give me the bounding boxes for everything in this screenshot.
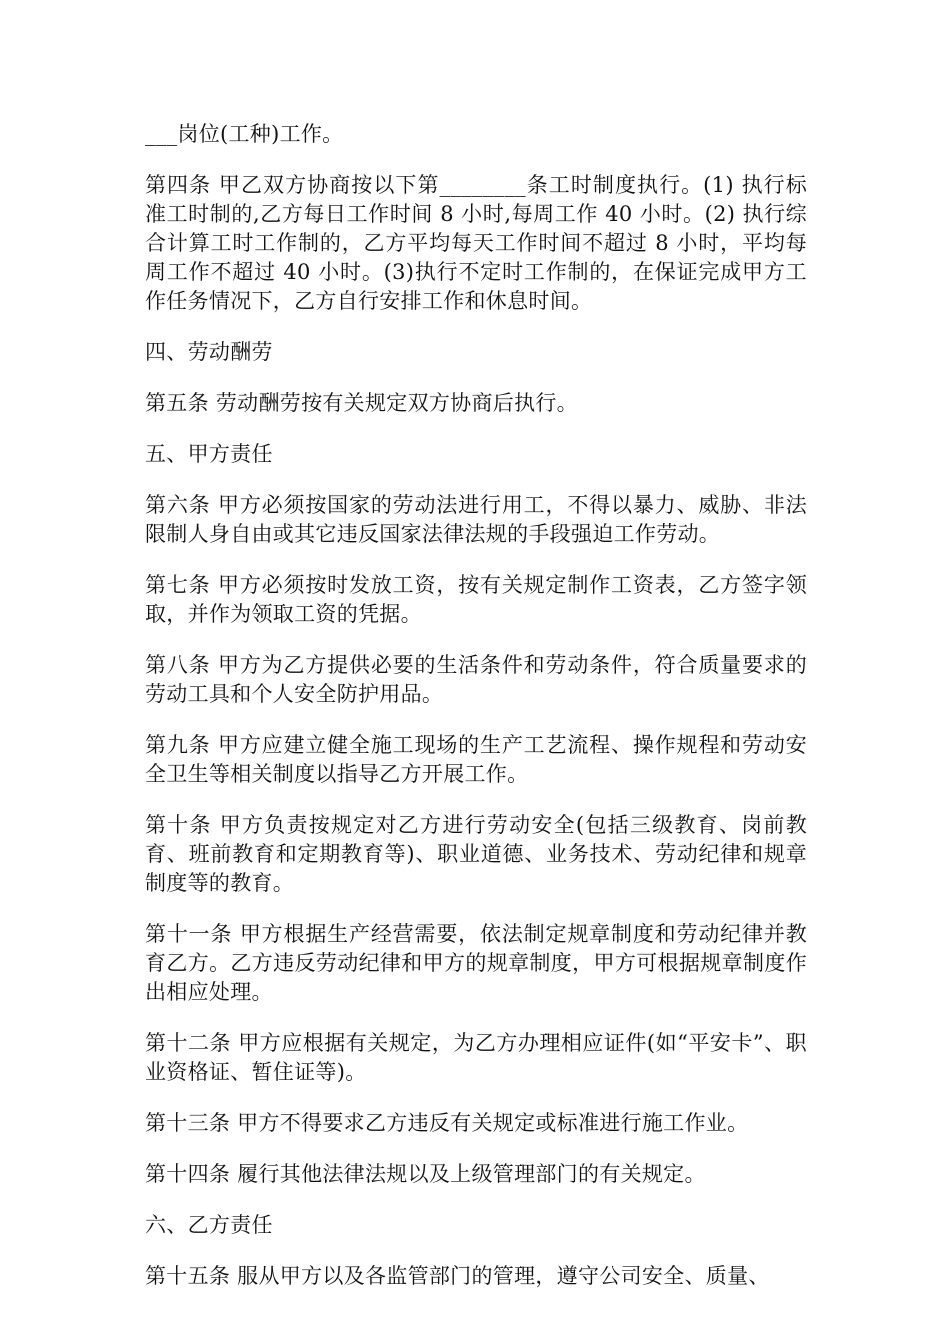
paragraph-article-5: 第五条 劳动酬劳按有关规定双方协商后执行。 [145, 391, 578, 415]
paragraph-article-12: 第十二条 甲方应根据有关规定，为乙方办理相应证件(如“平安卡”、职业资格证、暂住证等)。 [145, 1031, 807, 1084]
document-body [145, 120, 807, 1313]
paragraph-article-9: 第九条 甲方应建立健全施工现场的生产工艺流程、操作规程和劳动安全卫生等相关制度以指导乙方开展工作。 [145, 733, 807, 786]
paragraph-article-14: 第十四条 履行其他法律法规以及上级管理部门的有关规定。 [145, 1162, 706, 1186]
section-heading-party-b-duties: 六、乙方责任 [145, 1213, 273, 1237]
paragraph-article-7: 第七条 甲方必须按时发放工资，按有关规定制作工资表，乙方签字领取，并作为领取工资的凭据。 [145, 573, 807, 626]
paragraph-article-6: 第六条 甲方必须按国家的劳动法进行用工，不得以暴力、威胁、非法限制人身自由或其它违反国家法律法规的手段强迫工作劳动。 [145, 493, 807, 546]
paragraph-article-11: 第十一条 甲方根据生产经营需要，依法制定规章制度和劳动纪律并教育乙方。乙方违反劳动纪律和甲方的规章制度，甲方可根据规章制度作出相应处理。 [145, 922, 807, 1004]
paragraph-article-10: 第十条 甲方负责按规定对乙方进行劳动安全(包括三级教育、岗前教育、班前教育和定期教育等)、职业道德、业务技术、劳动纪律和规章制度等的教育。 [145, 813, 807, 895]
section-heading-remuneration: 四、劳动酬劳 [145, 340, 273, 364]
section-heading-party-a-duties: 五、甲方责任 [145, 442, 273, 466]
paragraph-article-13: 第十三条 甲方不得要求乙方违反有关规定或标准进行施工作业。 [145, 1111, 749, 1135]
paragraph-article-15: 第十五条 服从甲方以及各监管部门的管理，遵守公司安全、质量、 [145, 1264, 770, 1288]
paragraph-article-4: 第四条 甲乙双方协商按以下第________条工时制度执行。(1) 执行标准工时制的,乙方每日工作时间 8 小时,每周工作 40 小时。(2) 执行综合计算工时工作制的，乙方平均每天工作时间不超过 8 小时，平均每周工作不超过 40 小时。(3)执行不定时工作制的，在保证完成甲方工作任务情况下，乙方自行安排工作和休息时间。 [145, 173, 807, 313]
paragraph-article-8: 第八条 甲方为乙方提供必要的生活条件和劳动条件，符合质量要求的劳动工具和个人安全防护用品。 [145, 653, 807, 706]
paragraph-job-post: ___岗位(工种)工作。 [145, 122, 344, 146]
